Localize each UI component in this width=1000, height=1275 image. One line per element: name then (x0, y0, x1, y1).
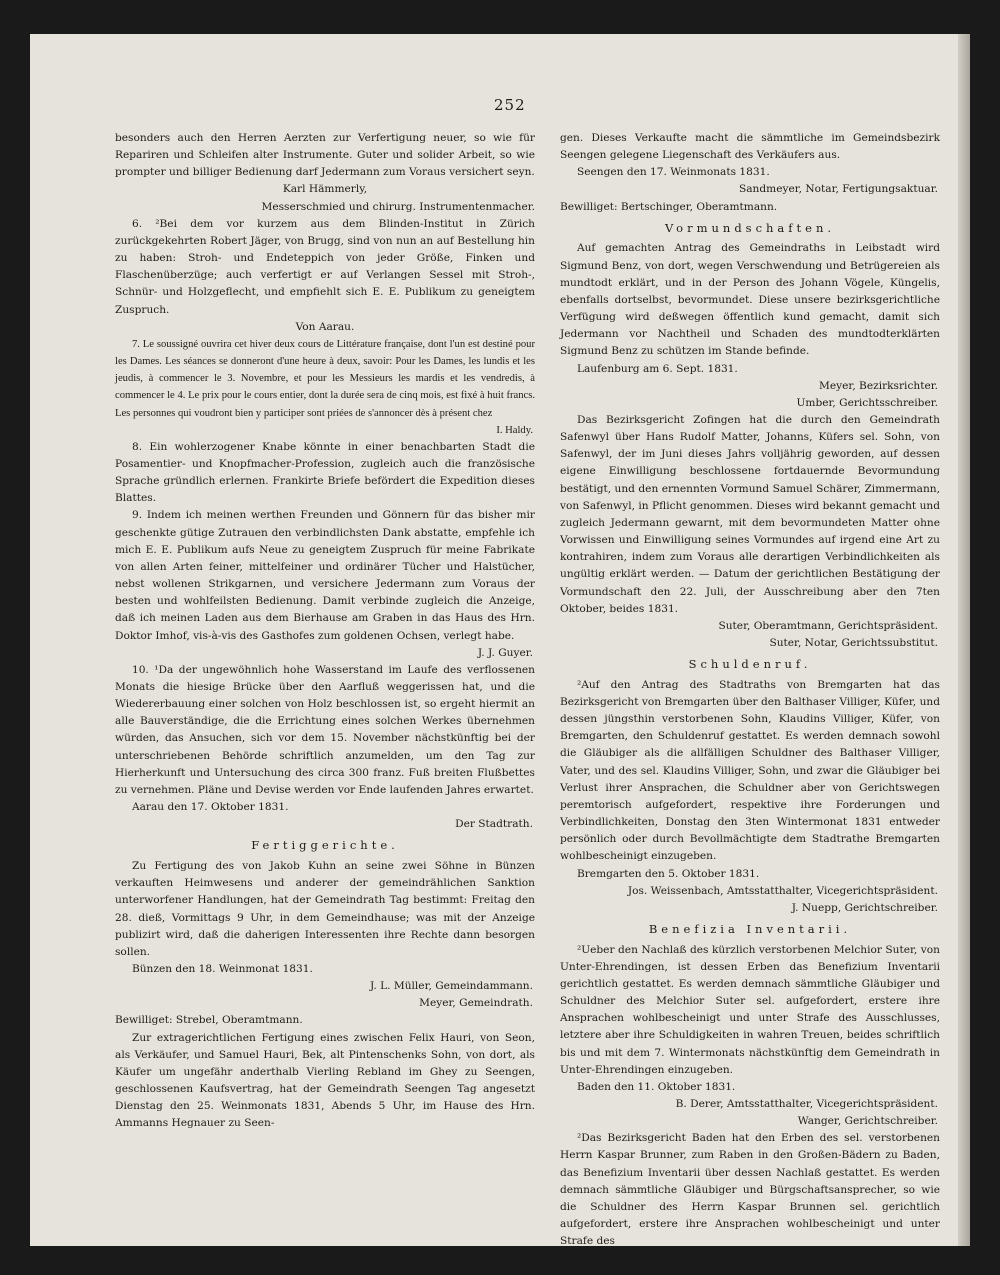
left-paragraph: J. L. Müller, Gemeindammann. (369, 980, 533, 993)
right-paragraph: ²Auf den Antrag des Stadtraths von Bremgarten hat das Bezirksgericht von Bremgarten über den Balthaser Villiger, Küfer, und dessen jüngsthin verstorbenen Sohn, Klaudins Villiger, Küfer, von Bremgarten, den Schuldenruf gestattet. Es werden demnach sowohl die Gläubiger als die allfälligen Schuldner des Balthaser Villiger, Vater, und des sel. Klaudins Villiger, Sohn, und zwar die Gläubiger bei Verlust ihrer Ansprachen, die Schuldner aber von Gerichtswegen peremtorisch aufgefordert, respektive ihre Forderungen und Verbindlichkeiten, Donstag den 3ten Wintermonat 1831 entweder persönlich oder durch Bevollmächtigte dem Stadtrathe Bremgarten wohlbescheinigt einzugeben. (560, 678, 940, 863)
right-paragraph: Jos. Weissenbach, Amtsstatthalter, Vicegerichtspräsident. (627, 884, 938, 897)
right-paragraph: Bewilliget: Bertschinger, Oberamtmann. (560, 200, 778, 213)
right-paragraph: Das Bezirksgericht Zofingen hat die durch den Gemeindrath Safenwyl über Hans Rudolf Matter, Johanns, Küfers sel. Sohn, von Safenwyl, der im Juni dieses Jahrs volljährig geworden, auf dessen eigene Einwilligung beschlossene fortdauernde Bevormundung bestätigt, und den ernennten Vormund Samuel Schärer, Zimmermann, von Safenwyl, in Pflicht genommen. Dieses wird bekannt gemacht und zugleich Jedermann gewarnt, mit dem bevormundeten Matter ohne Vorwissen und Einwilligung seines Vormundes auf irgend eine Art zu kontrahiren, indem zum Voraus alle derartigen Verbindlichkeiten als ungültig erklärt werden. — Datum der gerichtlichen Bestätigung der Vormundschaft den 22. Juli, der Ausschreibung aber den 7ten Oktober, beides 1831. (560, 413, 940, 615)
left-paragraph: Fertiggerichte. (251, 838, 399, 853)
left-paragraph: 7. Le soussigné ouvrira cet hiver deux cours de Littérature française, dont l'un est destiné pour les Dames. Les séances se donneront d'une heure à deux, savoir: Pour les Dames, les lundis et les jeudis, à commencer le 3. Novembre, et pour les Messieurs les mardis et les vendredis, à commencer le 4. Le prix pour le cours entier, dont la durée sera de cinq mois, est fixé à huit francs. Les personnes qui voudront bien y participer sont priées de s'annoncer dès à présent chez (115, 338, 535, 419)
right-paragraph: Benefizia Inventarii. (648, 921, 852, 936)
left-paragraph: Der Stadtrath. (455, 818, 533, 831)
right-paragraph: Laufenburg am 6. Sept. 1831. (576, 362, 738, 375)
right-paragraph: Meyer, Bezirksrichter. (819, 379, 938, 392)
right-paragraph: Bremgarten den 5. Oktober 1831. (576, 867, 760, 880)
right-paragraph: Wanger, Gerichtschreiber. (797, 1115, 938, 1128)
left-paragraph: Meyer, Gemeindrath. (419, 997, 533, 1010)
newspaper-page (30, 34, 970, 1246)
left-paragraph: Messerschmied und chirurg. Instrumentenmacher. (261, 200, 535, 213)
right-paragraph: Vormundschaften. (664, 220, 836, 235)
right-paragraph: Umber, Gerichtsschreiber. (796, 396, 938, 409)
left-paragraph: 9. Indem ich meinen werthen Freunden und Gönnern für das bisher mir geschenkte gütige Zutrauen den verbindlichsten Dank abstatte, empfehle ich mich E. E. Publikum aufs Neue zu geneigtem Zuspruch für meine Fabrikate von allen Arten feiner, mittelfeiner und ordinärer Tücher und Halstücher, nebst wollenen Strikgarnen, und versichere Jedermann zum Voraus der besten und wohlfeilsten Bedienung. Damit verbinde zugleich die Anzeige, daß ich meinen Laden aus dem Bierhause am Graben in das Haus des Hrn. Doktor Imhof, vis-à-vis des Gasthofes zum goldenen Ochsen, verlegt habe. (115, 509, 535, 642)
left-paragraph: Bünzen den 18. Weinmonat 1831. (131, 962, 313, 975)
left-paragraph: I. Haldy. (496, 424, 533, 436)
left-paragraph: Bewilliget: Strebel, Oberamtmann. (115, 1014, 303, 1027)
right-paragraph: Sandmeyer, Notar, Fertigungsaktuar. (738, 183, 938, 196)
left-paragraph: Von Aarau. (295, 320, 355, 333)
left-paragraph: besonders auch den Herren Aerzten zur Verfertigung neuer, so wie für Repariren und Schleifen alter Instrumente. Guter und solider Arbeit, so wie prompter und billiger Bedienung darf Jedermann zum Voraus versichert seyn. (115, 132, 535, 179)
right-paragraph: gen. Dieses Verkaufte macht die sämmtliche im Gemeindsbezirk Seengen gelegene Liegenschaft des Verkäufers aus. (560, 132, 940, 162)
left-paragraph: 8. Ein wohlerzogener Knabe könnte in einer benachbarten Stadt die Posamentier- und Knopfmacher-Profession, zugleich auch die französische Sprache gründlich erlernen. Frankirte Briefe befördert die Expedition dieses Blattes. (115, 440, 535, 505)
left-paragraph: Zu Fertigung des von Jakob Kuhn an seine zwei Söhne in Bünzen verkauften Heimwesens und anderer der gemeindrählichen Sanktion unterworfener Handlungen, hat der Gemeindrath Tag bestimmt: Freitag den 28. dieß, Vormittags 9 Uhr, in dem Gemeindhause; was mit der Anzeige publizirt wird, daß die daherigen Interessenten ihre Rechte dann besorgen sollen. (115, 860, 535, 958)
left-paragraph: Karl Hämmerly, (282, 183, 368, 196)
right-paragraph: Baden den 11. Oktober 1831. (576, 1080, 736, 1093)
left-column (115, 130, 535, 1133)
right-column (560, 130, 940, 1246)
right-paragraph: B. Derer, Amtsstatthalter, Vicegerichtspräsident. (675, 1098, 938, 1110)
right-paragraph: ²Ueber den Nachlaß des kürzlich verstorbenen Melchior Suter, von Unter-Ehrendingen, ist dessen Erben das Benefizium Inventarii gerichtlich gestattet. Es werden demnach sämmtliche Gläubiger und Schuldner des Melchior Suter sel. aufgefordert, erstere ihre Ansprachen wohlbescheinigt und unter Strafe des Ausschlusses, letztere aber ihre Schuldigkeiten in wahren Treuen, beides schriftlich bis und mit dem 7. Wintermonats nächstkünftig dem Gemeindrath in Unter-Ehrendingen einzugeben. (560, 943, 940, 1076)
left-paragraph: J. J. Guyer. (477, 646, 533, 659)
right-paragraph: Schuldenruf. (688, 657, 812, 672)
left-paragraph: 10. ¹Da der ungewöhnlich hohe Wasserstand im Laufe des verflossenen Monats die hiesige Brücke über den Aarfluß weggerissen hat, und die Wiedererbauung einer solchen von Holz beschlossen ist, so ergeht hiermit an alle Bauverständige, die die Errichtung eines solchen Werkes übernehmen würden, das Ansuchen, sich vor dem 15. November nächstkünftig bei der unterschriebenen Behörde schriftlich anzumelden, um den Tag zur Hierherkunft und Untersuchung des circa 300 franz. Fuß breiten Flußbettes zu vernehmen. Pläne und Devise werden vor Ende laufenden Jahres erwartet. (115, 663, 535, 796)
right-paragraph: Suter, Oberamtmann, Gerichtspräsident. (718, 619, 938, 632)
right-paragraph: Suter, Notar, Gerichtssubstitut. (769, 637, 938, 649)
page-number: 252 (494, 96, 526, 114)
left-paragraph: Zur extragerichtlichen Fertigung eines zwischen Felix Hauri, von Seon, als Verkäufer, und Samuel Hauri, Bek, alt Pintenschenks Sohn, von dort, als Käufer um ungefähr anderthalb Vierling Rebland im Ghey zu Seengen, geschlossenen Kaufsvertrag, hat der Gemeindrath Seengen Tag angesetzt Dienstag den 25. Weinmonats 1831, Abends 5 Uhr, im Hause des Hrn. Ammanns Hegnauer zu Seen- (115, 1031, 535, 1130)
right-paragraph: Seengen den 17. Weinmonats 1831. (576, 166, 770, 179)
right-paragraph: ²Das Bezirksgericht Baden hat den Erben des sel. verstorbenen Herrn Kaspar Brunner, zum Raben in den Großen-Bädern zu Baden, das Benefizium Inventarii über dessen Nachlaß gestattet. Es werden demnach sämmtliche Gläubiger und Bürgschaftsansprecher, so wie die Schuldner des Herrn Kaspar Brunnen sel. gerichtlich aufgefordert, erstere ihre Ansprachen wohlbescheinigt und unter Strafe des (560, 1132, 940, 1246)
page-gutter (958, 34, 970, 1246)
left-paragraph: 6. ²Bei dem vor kurzem aus dem Blinden-Institut in Zürich zurückgekehrten Robert Jäger, von Brugg, sind von nun an auf Bestellung hin zu haben: Stroh- und Endeteppich von jeder Größe, Finken und Flaschenüberzüge; auch verfertigt er auf Verlangen Sessel mit Stroh-, Schnür- und Holzgeflecht, und empfiehlt sich E. E. Publikum zu geneigtem Zuspruch. (115, 217, 535, 316)
left-paragraph: Aarau den 17. Oktober 1831. (131, 801, 289, 814)
right-paragraph: J. Nuepp, Gerichtschreiber. (791, 901, 938, 914)
right-paragraph: Auf gemachten Antrag des Gemeindraths in Leibstadt wird Sigmund Benz, von dort, wegen Verschwendung und Betrügereien als mundtodt erklärt, und in der Person des Johann Vögele, Küngelis, ebenfalls dortselbst, bevormundet. Diese unsere bezirksgerichtliche Verfügung wird deßwegen öffentlich kund gemacht, damit sich Jedermann vor Nachtheil und Schaden des mundtodterklärten Sigmund Benz zu schützen im Stande befinde. (560, 242, 940, 358)
